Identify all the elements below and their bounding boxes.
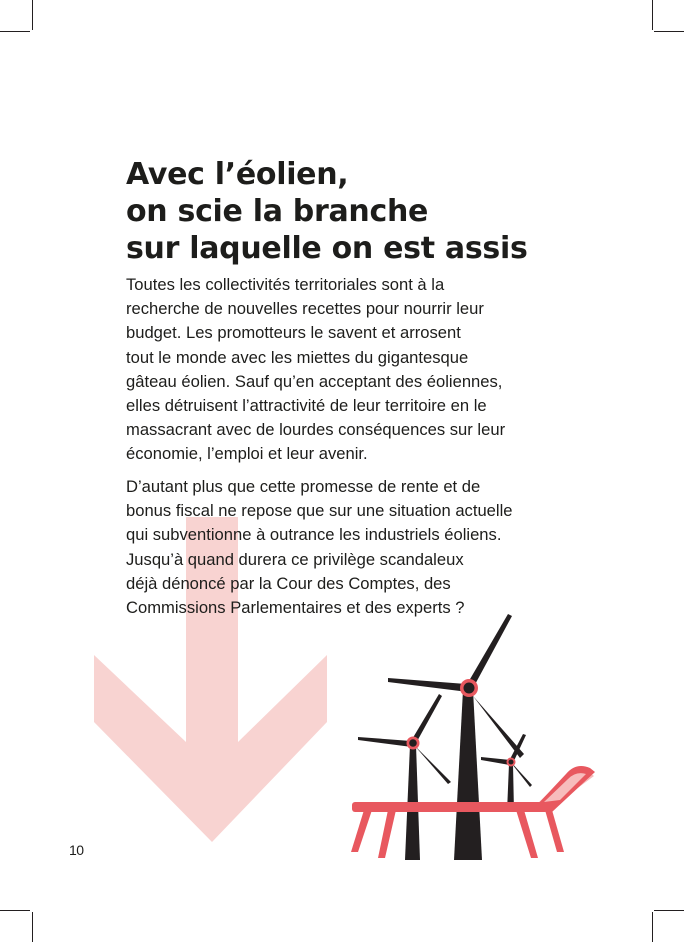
- title-line: sur laquelle on est assis: [126, 231, 528, 266]
- deckchair-leg: [545, 810, 564, 852]
- turbine-large-tower: [454, 690, 482, 860]
- text-line: massacrant avec de lourdes conséquences sur leur: [126, 420, 506, 440]
- text-line: Toutes les collectivités territoriales sont à la: [126, 275, 445, 294]
- text-line: Commissions Parlementaires et des experts ?: [126, 598, 465, 618]
- title-line: on scie la branche: [126, 194, 429, 229]
- text-line: bonus fiscal ne repose que sur une situation actuelle: [126, 501, 513, 521]
- text-line: budget. Les promotteurs le savent et arrosent: [126, 323, 461, 343]
- text-line: Jusqu’à quand durera ce privilège scandaleux: [126, 549, 464, 569]
- title-line: Avec l’éolien,: [126, 157, 349, 192]
- deckchair-leg: [378, 810, 396, 858]
- turbine-small-rotor: [481, 734, 532, 787]
- text-line: elles détruisent l’attractivité de leur territoire en le: [126, 396, 487, 416]
- text-line: gâteau éolien. Sauf qu’en acceptant des éoliennes,: [126, 371, 503, 391]
- turbine-large-rotor: [388, 614, 524, 758]
- text-line: déjà dénoncé par la Cour des Comptes, des: [126, 573, 451, 593]
- text-line: qui subventionne à outrance les industriels éoliens.: [126, 525, 502, 545]
- turbine-medium-rotor: [358, 694, 451, 784]
- deckchair-leg: [351, 810, 372, 852]
- page-number: 10: [69, 842, 84, 858]
- text-line: tout le monde avec les miettes du gigantesque: [126, 347, 469, 367]
- text-line: recherche de nouvelles recettes pour nourrir leur: [126, 299, 484, 319]
- text-line: D’autant plus que cette promesse de rente et de: [126, 477, 481, 496]
- text-line: économie, l’emploi et leur avenir.: [126, 444, 368, 464]
- deckchair-leg: [516, 810, 538, 858]
